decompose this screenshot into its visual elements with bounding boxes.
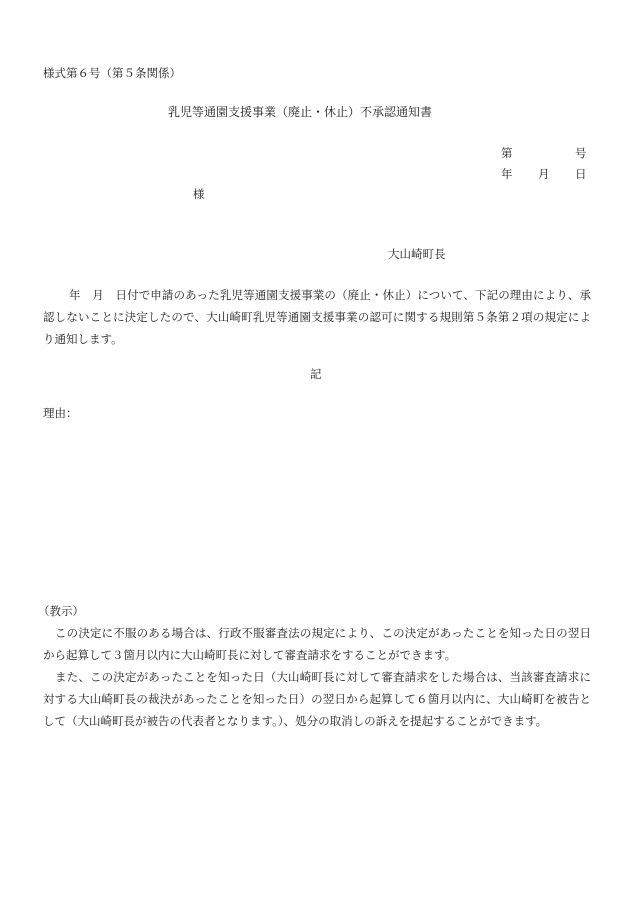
issuer: 大山崎町長 [388,247,446,261]
reason-label: 理由： [43,406,78,420]
number-suffix: 号 [575,146,587,160]
form-label: 様式第６号（第５条関係） [43,66,181,80]
date-month: 月 [538,167,550,181]
body-paragraph: 年 月 日付で申請のあった乳児等通園支援事業の（廃止・休止）について、下記の理由により、承認しないことに決定したので、大山崎町乳児等通園支援事業の認可に関する規則第５条第２項の規定により通知します。 [43,288,591,346]
number-prefix: 第 [501,146,513,160]
notice-paragraph-1: この決定に不服のある場合は、行政不服審査法の規定により、この決定があったことを知った日の翌日から起算して３箇月以内に大山崎町長に対して審査請求をすることができます。 [43,626,591,662]
notice-paragraph-2: また、この決定があったことを知った日（大山崎町長に対して審査請求をした場合は、当該審査請求に対する大山崎町長の裁決があったことを知った日）の翌日から起算して６箇月以内に、大山崎町を被告として（大山崎町長が被告の代表者となります。）、処分の取消しの訴えを提起することができます。 [43,670,591,728]
notice-heading: （教示） [38,604,84,618]
date-year: 年 [501,167,513,181]
addressee-suffix: 様 [193,187,205,201]
date-day: 日 [575,167,587,181]
document-title: 乳児等通園支援事業（廃止・休止）不承認通知書 [168,105,433,119]
ki-heading: 記 [310,367,322,381]
